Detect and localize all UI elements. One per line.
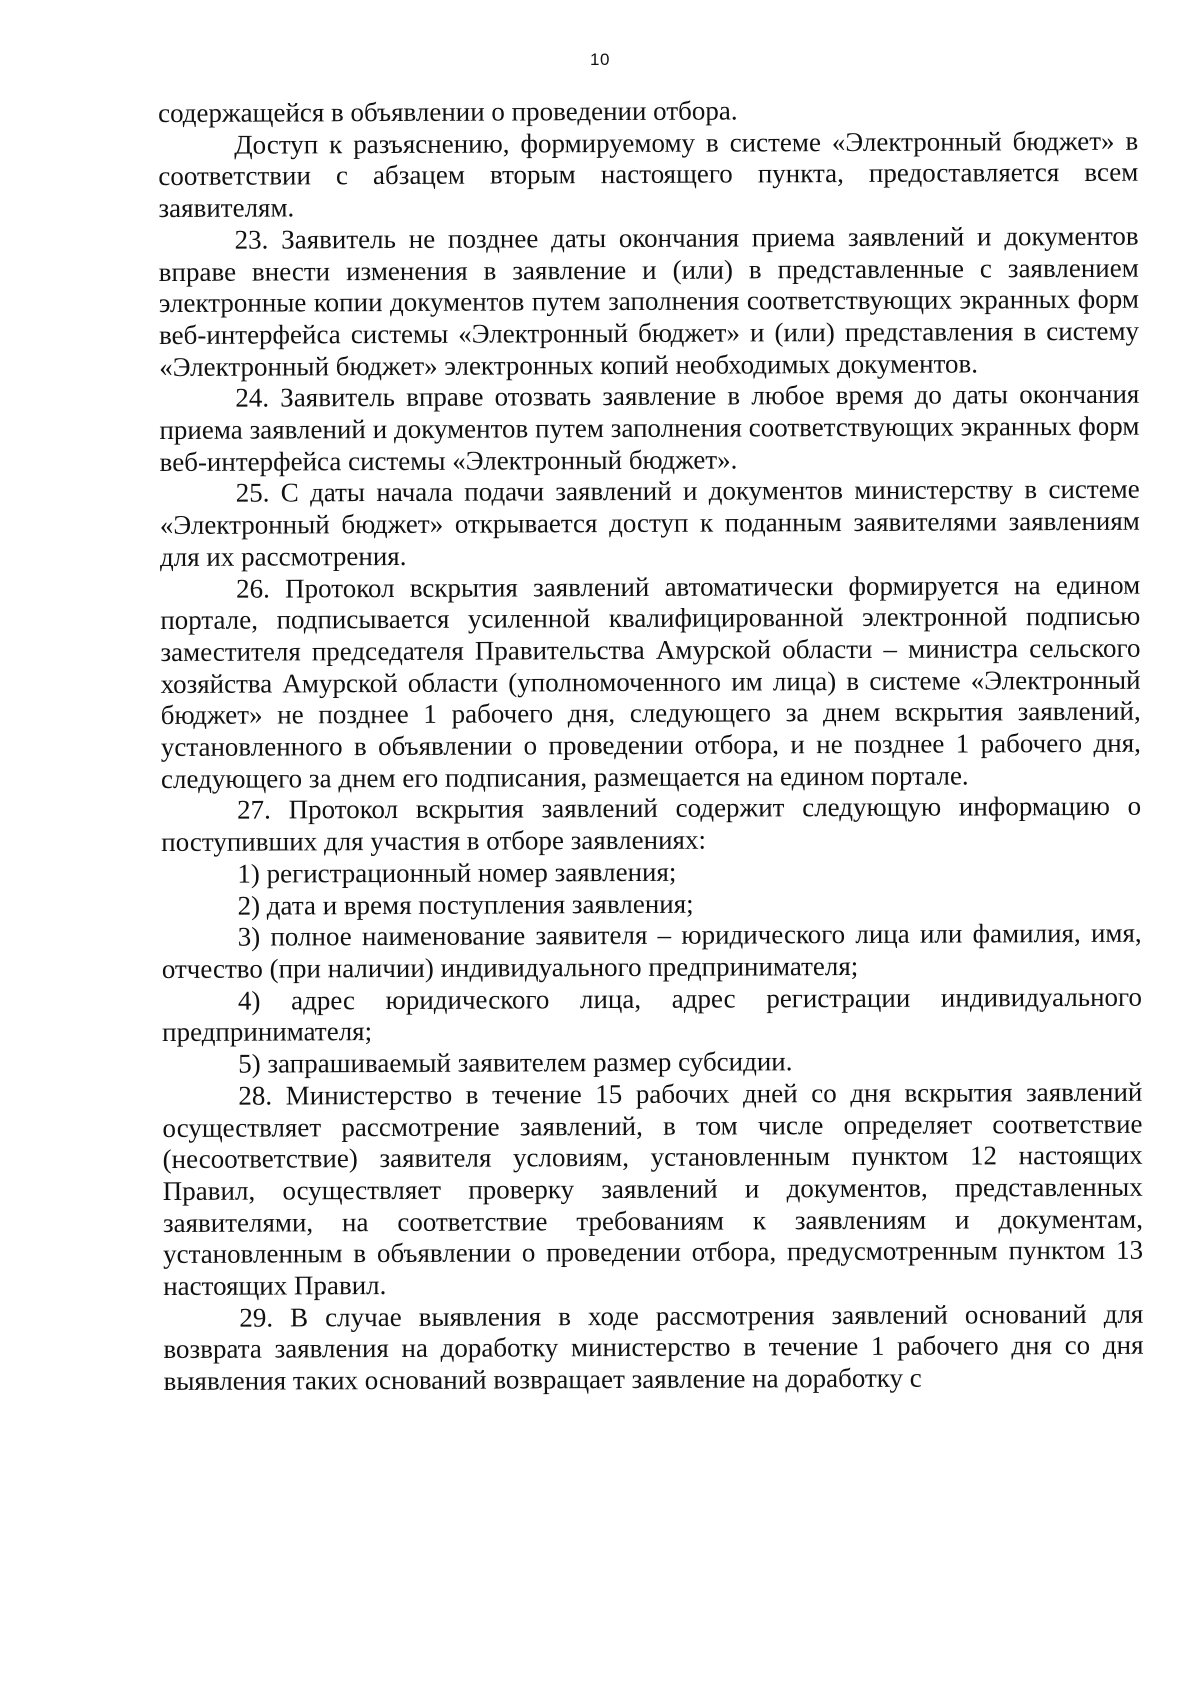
list-item-4: 4) адрес юридического лица, адрес регистрации индивидуального предпринимателя;	[162, 981, 1142, 1048]
paragraph-23: 23. Заявитель не позднее даты окончания приема заявлений и документов вправе внести изменения в заявление и (или) в представленные с заявлением электронные копии документов путем заполнения соответствующих экранных форм веб-интерфейса системы «Электронный бюджет» и (или) представления в систему «Электронный бюджет» электронных копий необходимых документов.	[158, 220, 1140, 382]
paragraph-29: 29. В случае выявления в ходе рассмотрения заявлений оснований для возврата заявления на доработку министерство в течение 1 рабочего дня со дня выявления таких оснований возвращает заявление на доработку с	[163, 1298, 1144, 1397]
paragraph-25: 25. С даты начала подачи заявлений и документов министерству в системе «Электронный бюджет» открывается доступ к поданным заявителями заявлениям для их рассмотрения.	[159, 474, 1140, 572]
paragraph-27: 27. Протокол вскрытия заявлений содержит следующую информацию о поступивших для участия в отборе заявлениях:	[161, 791, 1142, 858]
document-body	[158, 94, 1144, 1398]
list-item-3: 3) полное наименование заявителя – юридического лица или фамилия, имя, отчество (при наличии) индивидуального предпринимателя;	[161, 917, 1142, 984]
paragraph-26: 26. Протокол вскрытия заявлений автоматически формируется на едином портале, подписывается усиленной квалифицированной электронной подписью заместителя председателя Правительства Амурской области – министра сельского хозяйства Амурской области (уполномоченного им лица) в системе «Электронный бюджет» не позднее 1 рабочего дня, следующего за днем вскрытия заявлений, установленного в объявлении о проведении отбора, и не позднее 1 рабочего дня, следующего за днем его подписания, размещается на едином портале.	[160, 569, 1141, 794]
list-item-5: 5) запрашиваемый заявителем размер субсидии.	[238, 1046, 793, 1079]
page-number: 10	[590, 50, 610, 69]
paragraph-24: 24. Заявитель вправе отозвать заявление в любое время до даты окончания приема заявлений и документов путем заполнения соответствующих экранных форм веб-интерфейса системы «Электронный бюджет».	[159, 379, 1140, 477]
paragraph-28: 28. Министерство в течение 15 рабочих дней со дня вскрытия заявлений осуществляет рассмотрение заявлений, в том числе определяет соответствие (несоответствие) заявителя условиям, установленным пунктом 12 настоящих Правил, осуществляет проверку заявлений и документов, представленных заявителями, на соответствие требованиям к заявлениям и документам, установленным в объявлении о проведении отбора, предусмотренным пунктом 13 настоящих Правил.	[162, 1076, 1144, 1302]
paragraph-clarification-access: Доступ к разъяснению, формируемому в системе «Электронный бюджет» в соответствии с абзацем вторым настоящего пункта, предоставляется всем заявителям.	[158, 125, 1139, 224]
list-item-2: 2) дата и время поступления заявления;	[237, 888, 694, 921]
list-item-1: 1) регистрационный номер заявления;	[237, 856, 677, 889]
paragraph-continuation: содержащейся в объявлении о проведении отбора.	[158, 95, 738, 128]
